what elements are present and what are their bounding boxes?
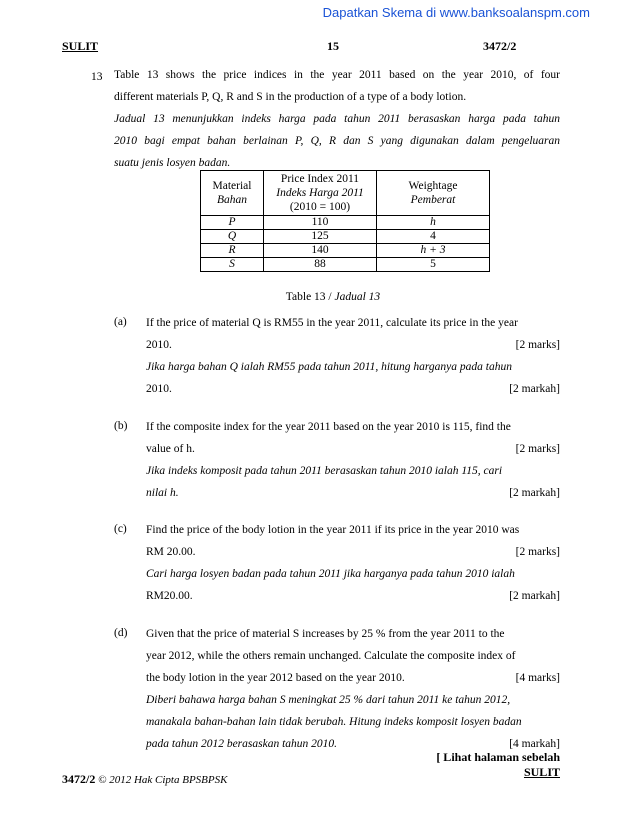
table-header-row — [201, 171, 490, 216]
header-weightage-en: Weightage — [408, 180, 458, 192]
part-d-en-line-3 — [146, 667, 560, 689]
paper-code: 3472/2 — [483, 39, 517, 53]
part-c-label: (c) — [114, 523, 127, 535]
part-d-ms-text: pada tahun 2012 berasaskan tahun 2010. — [146, 738, 338, 750]
next-page-note: [ Lihat halaman sebelah — [436, 750, 560, 764]
header-weightage-ms: Pemberat — [410, 194, 456, 206]
part-b-ms-line-1: Jika indeks komposit pada tahun 2011 berasaskan tahun 2010 ialah 115, cari — [146, 465, 503, 477]
intro-en-line-2: different materials P, Q, R and S in the production of a type of a body lotion. — [114, 91, 467, 103]
header-sulit: SULIT — [62, 39, 99, 53]
intro-ms-line-3: suatu jenis losyen badan. — [114, 157, 231, 169]
part-a-ms-text: 2010. — [146, 383, 172, 395]
footer-right — [420, 750, 560, 780]
part-b-en-marks: [2 marks] — [515, 443, 560, 455]
question-number: 13 — [91, 71, 103, 83]
footer-sulit: SULIT — [523, 765, 560, 779]
part-b-ms-marks: [2 markah] — [509, 487, 560, 499]
part-d-body — [146, 623, 560, 755]
table-cell: h — [377, 216, 490, 230]
table-row — [201, 244, 490, 258]
intro-en-line-1: Table 13 shows the price indices in the year 2011 based on the year 2010, of four — [114, 69, 560, 81]
part-a-ms-marks: [2 markah] — [509, 383, 560, 395]
part-d-label: (d) — [114, 627, 128, 639]
table-cell: 88 — [264, 258, 377, 272]
part-b-en-line-2 — [146, 438, 560, 460]
header-price-index-en: Price Index 2011 — [280, 173, 360, 185]
header-material-ms: Bahan — [216, 194, 248, 206]
part-a-en-marks: [2 marks] — [515, 339, 560, 351]
table-cell: R — [201, 244, 264, 258]
table-caption-ms: Jadual 13 — [334, 291, 381, 303]
table-cell: 5 — [377, 258, 490, 272]
part-d-ms-line-2: manakala bahan-bahan lain tidak berubah. Hitung indeks komposit losyen badan — [146, 716, 522, 728]
table-caption-en: Table 13 / — [285, 291, 332, 303]
part-a-body — [146, 312, 560, 400]
header-price-index-base: (2010 = 100) — [289, 201, 351, 213]
part-a-label: (a) — [114, 316, 127, 328]
part-d-en-marks: [4 marks] — [515, 672, 560, 684]
part-c-body — [146, 519, 560, 607]
part-c-ms-line-2 — [146, 585, 560, 607]
table-cell: 110 — [264, 216, 377, 230]
table-row — [201, 230, 490, 244]
part-a-en-line-2 — [146, 334, 560, 356]
part-b-en-text: value of h. — [146, 443, 195, 455]
part-d-en-line-2: year 2012, while the others remain unchanged. Calculate the composite index of — [146, 650, 516, 662]
part-b-ms-text: nilai h. — [146, 487, 179, 499]
price-index-table — [200, 170, 490, 272]
header-price-index-ms: Indeks Harga 2011 — [276, 187, 364, 199]
part-c-en-marks: [2 marks] — [515, 546, 560, 558]
part-d-ms-line-1: Diberi bahawa harga bahan S meningkat 25 % dari tahun 2011 ke tahun 2012, — [146, 694, 511, 706]
footer-copyright: © 2012 Hak Cipta BPSBPSK — [98, 774, 228, 786]
intro-ms-line-1: Jadual 13 menunjukkan indeks harga pada tahun 2011 berasaskan harga pada tahun — [114, 113, 560, 125]
table-row — [201, 216, 490, 230]
watermark-link[interactable]: Dapatkan Skema di www.banksoalanspm.com — [322, 5, 590, 20]
part-c-en-line-2 — [146, 541, 560, 563]
part-c-en-line-1: Find the price of the body lotion in the year 2011 if its price in the year 2010 was — [146, 524, 520, 536]
table-row — [201, 258, 490, 272]
part-c-ms-line-1: Cari harga losyen badan pada tahun 2011 jika harganya pada tahun 2010 ialah — [146, 568, 515, 580]
part-b-ms-line-2 — [146, 482, 560, 504]
header-price-index — [264, 171, 377, 216]
footer-paper-code: 3472/2 — [62, 772, 96, 786]
table-cell: 4 — [377, 230, 490, 244]
header-material — [201, 171, 264, 216]
part-b-en-line-1: If the composite index for the year 2011 based on the year 2010 is 115, find the — [146, 421, 511, 433]
header-weightage — [377, 171, 490, 216]
intro-ms-line-2: 2010 bagi empat bahan berlainan P, Q, R dan S yang digunakan dalam pengeluaran — [114, 135, 560, 147]
part-c-ms-text: RM20.00. — [146, 590, 193, 602]
page-number: 15 — [327, 39, 339, 53]
part-a-en-text: 2010. — [146, 339, 172, 351]
table-caption — [0, 291, 638, 303]
table-cell: P — [201, 216, 264, 230]
table-cell: 125 — [264, 230, 377, 244]
question-intro — [114, 64, 560, 174]
part-d-ms-marks: [4 markah] — [509, 738, 560, 750]
table-cell: S — [201, 258, 264, 272]
part-c-ms-marks: [2 markah] — [509, 590, 560, 602]
header-material-en: Material — [212, 180, 252, 192]
part-d-en-line-1: Given that the price of material S increases by 25 % from the year 2011 to the — [146, 628, 505, 640]
table-cell: h + 3 — [377, 244, 490, 258]
part-a-ms-line-1: Jika harga bahan Q ialah RM55 pada tahun 2011, hitung harganya pada tahun — [146, 361, 512, 373]
footer-left — [62, 772, 227, 787]
part-a-ms-line-2 — [146, 378, 560, 400]
part-d-en-text: the body lotion in the year 2012 based on the year 2010. — [146, 672, 405, 684]
part-b-label: (b) — [114, 420, 128, 432]
part-a-en-line-1: If the price of material Q is RM55 in the year 2011, calculate its price in the year — [146, 317, 518, 329]
part-c-en-text: RM 20.00. — [146, 546, 196, 558]
table-cell: 140 — [264, 244, 377, 258]
table-cell: Q — [201, 230, 264, 244]
part-b-body — [146, 416, 560, 504]
